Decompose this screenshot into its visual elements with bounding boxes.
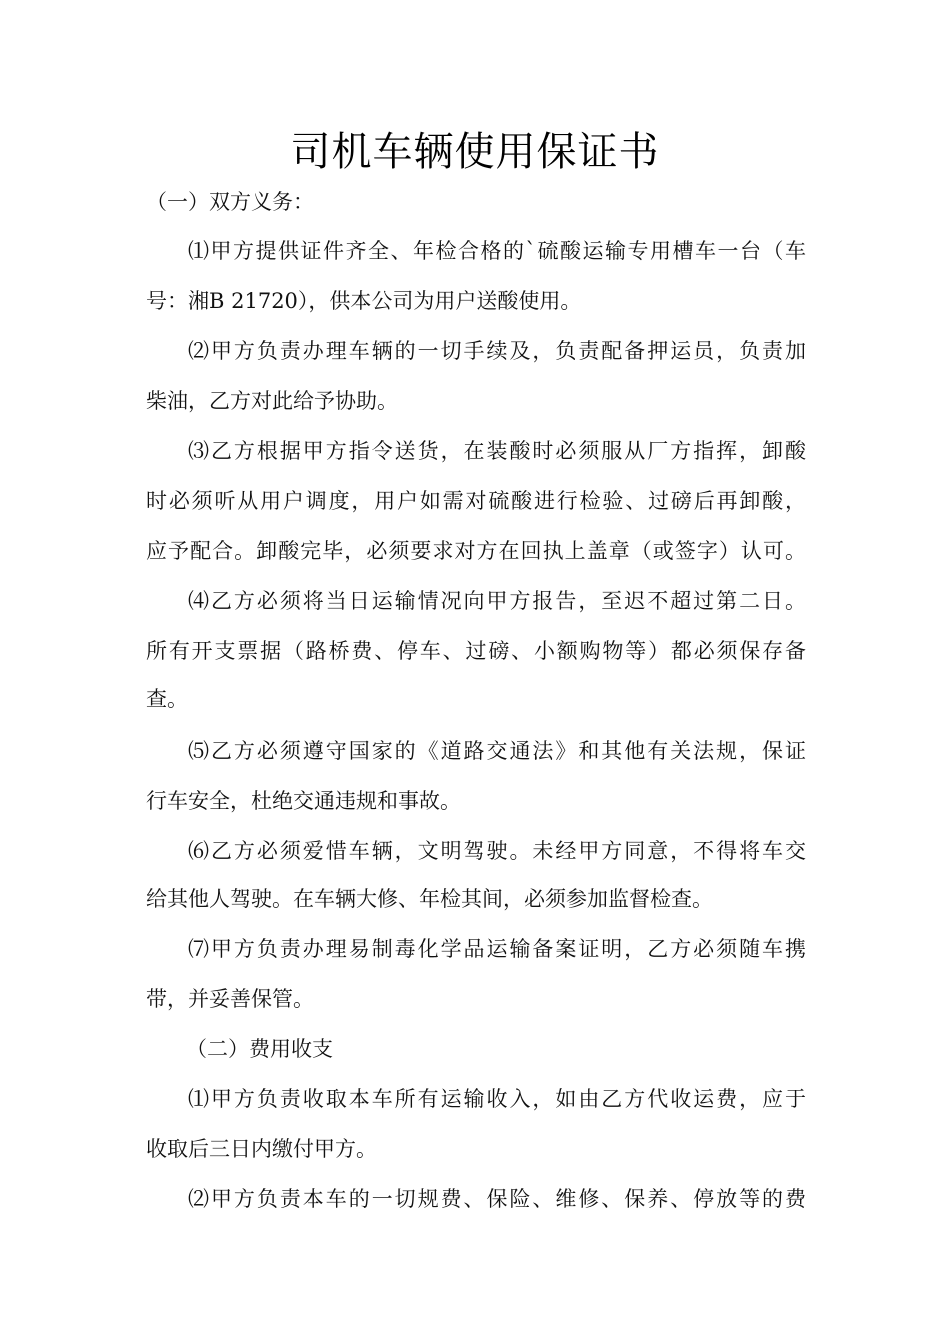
document-title: 司机车辆使用保证书 <box>290 129 660 175</box>
clause-line: ⑶乙方根据甲方指令送货，在装酸时必须服从厂方指挥，卸酸 <box>188 439 806 463</box>
clause-line: ⑵甲方负责办理车辆的一切手续及，负责配备押运员，负责加 <box>188 339 806 363</box>
clause-line: ⑸乙方必须遵守国家的《道路交通法》和其他有关法规，保证 <box>188 739 806 763</box>
clause-line: ⑴甲方负责收取本车所有运输收入，如由乙方代收运费，应于 <box>188 1087 806 1111</box>
clause-line: 号：湘B 21720），供本公司为用户送酸使用。 <box>146 289 582 313</box>
clause-line: 行车安全，杜绝交通违规和事故。 <box>146 789 461 813</box>
section-heading-fees: （二）费用收支 <box>186 1037 333 1061</box>
clause-line: ⑷乙方必须将当日运输情况向甲方报告，至迟不超过第二日。 <box>188 589 806 613</box>
clause-line: 应予配合。卸酸完毕，必须要求对方在回执上盖章（或签字）认可。 <box>146 539 806 563</box>
clause-line: ⑹乙方必须爱惜车辆，文明驾驶。未经甲方同意，不得将车交 <box>188 839 806 863</box>
clause-line: 带，并妥善保管。 <box>146 987 314 1011</box>
section-heading-obligations: （一）双方义务： <box>146 190 314 214</box>
clause-line: ⑵甲方负责本车的一切规费、保险、维修、保养、停放等的费 <box>188 1187 806 1211</box>
clause-line: 所有开支票据（路桥费、停车、过磅、小额购物等）都必须保存备 <box>146 639 806 663</box>
clause-line: 给其他人驾驶。在车辆大修、年检其间，必须参加监督检查。 <box>146 887 713 911</box>
clause-line: 收取后三日内缴付甲方。 <box>146 1137 377 1161</box>
clause-line: ⑴甲方提供证件齐全、年检合格的`硫酸运输专用槽车一台（车 <box>188 239 806 263</box>
clause-line: 时必须听从用户调度，用户如需对硫酸进行检验、过磅后再卸酸， <box>146 489 806 513</box>
clause-line: 柴油，乙方对此给予协助。 <box>146 389 398 413</box>
clause-line: 查。 <box>146 687 188 711</box>
clause-line: ⑺甲方负责办理易制毒化学品运输备案证明，乙方必须随车携 <box>188 937 806 961</box>
